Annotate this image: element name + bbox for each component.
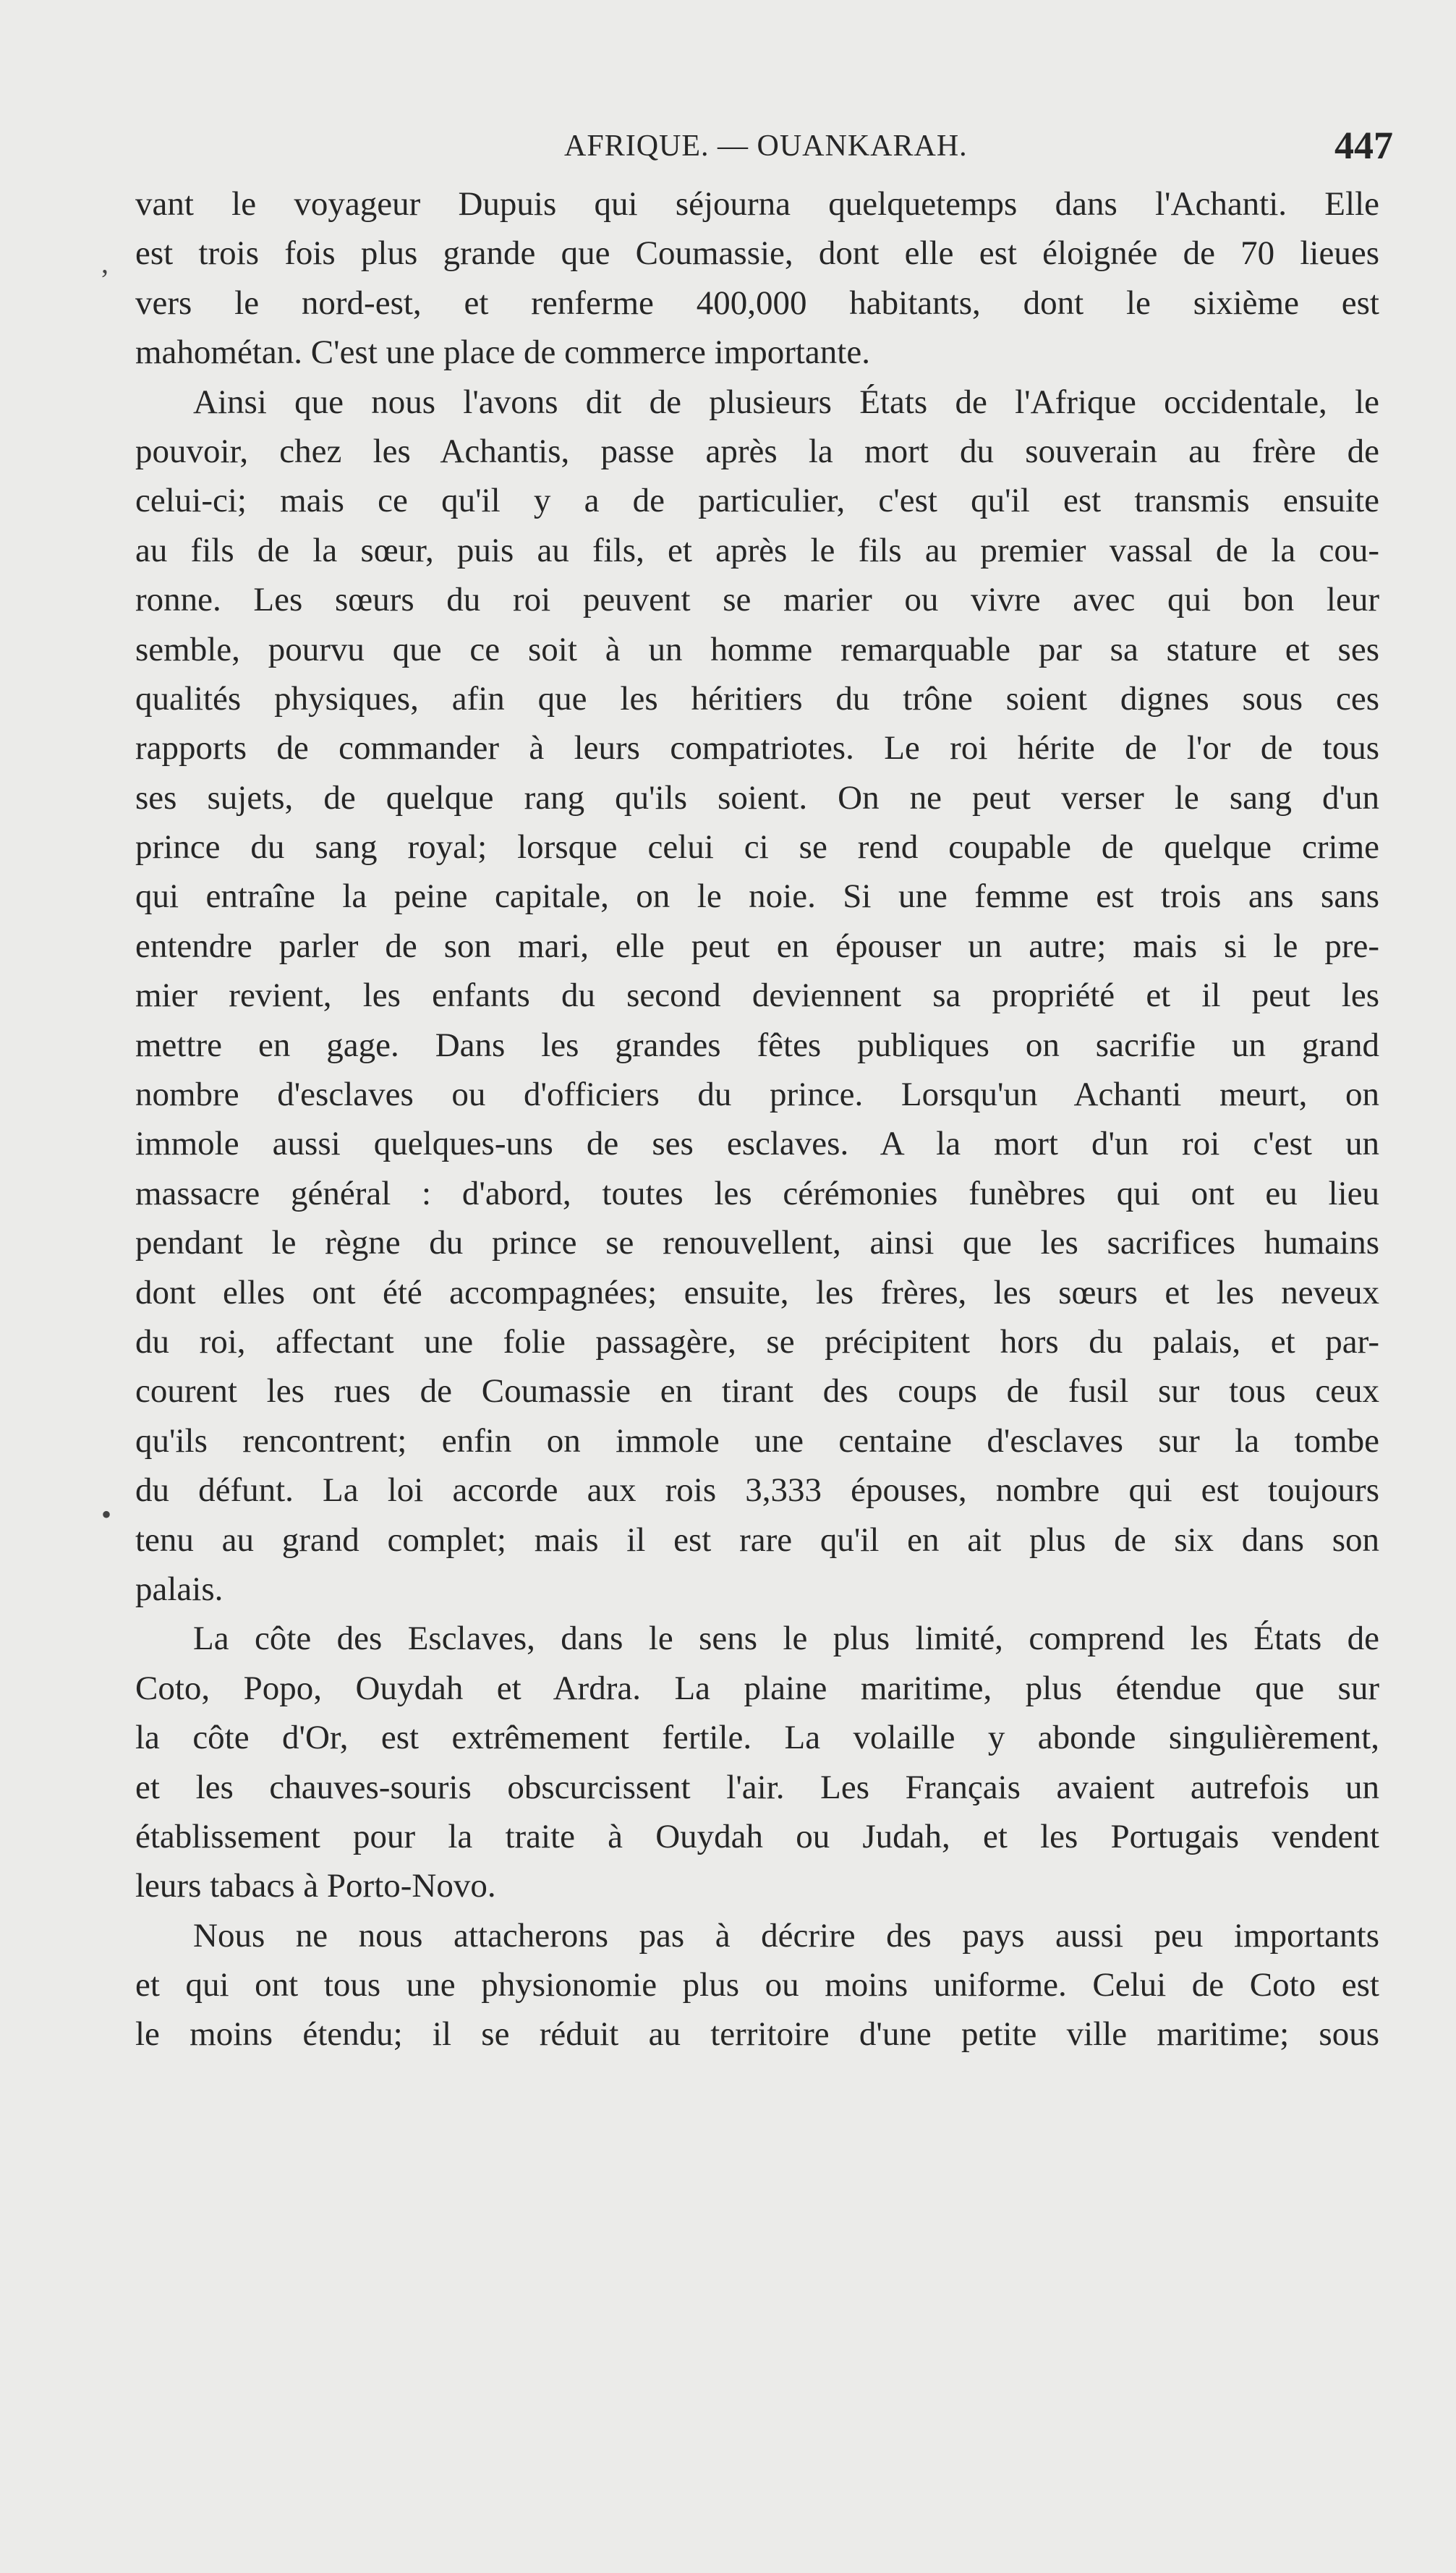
text-line: établissement pour la traite à Ouydah ou Judah, et les Portugais vendent <box>135 1817 1379 1855</box>
text-line: Coto, Popo, Ouydah et Ardra. La plaine maritime, plus étendue que sur <box>135 1669 1379 1707</box>
text-line: le moins étendu; il se réduit au territoire d'une petite ville maritime; sous <box>135 2015 1379 2054</box>
text-line: qui entraîne la peine capitale, on le noie. Si une femme est trois ans sans <box>135 877 1379 916</box>
text-line: prince du sang royal; lorsque celui ci se rend coupable de quelque crime <box>135 828 1379 867</box>
text-line: au fils de la sœur, puis au fils, et après le fils au premier vassal de la cou- <box>135 531 1379 569</box>
text-line: vers le nord-est, et renferme 400,000 habitants, dont le sixième est <box>135 284 1379 322</box>
text-line: est trois fois plus grande que Coumassie, dont elle est éloignée de 70 lieues <box>135 234 1379 273</box>
text-line: immole aussi quelques-uns de ses esclaves. A la mort d'un roi c'est un <box>135 1125 1379 1163</box>
text-line: semble, pourvu que ce soit à un homme remarquable par sa stature et ses <box>135 630 1379 668</box>
text-line: ronne. Les sœurs du roi peuvent se marier ou vivre avec qui bon leur <box>135 581 1379 619</box>
page-number: 447 <box>1334 124 1393 167</box>
text-line: rapports de commander à leurs compatriotes. Le roi hérite de l'or de tous <box>135 729 1379 767</box>
text-line: celui-ci; mais ce qu'il y a de particulier, c'est qu'il est transmis ensuite <box>135 482 1379 520</box>
text-line: qualités physiques, afin que les héritiers du trône soient dignes sous ces <box>135 679 1379 718</box>
text-line: mier revient, les enfants du second deviennent sa propriété et il peut les <box>135 977 1379 1015</box>
text-line: courent les rues de Coumassie en tirant des coups de fusil sur tous ceux <box>135 1372 1379 1411</box>
text-line: dont elles ont été accompagnées; ensuite, les frères, les sœurs et les neveux <box>135 1273 1379 1311</box>
text-line: leurs tabacs à Porto-Novo. <box>135 1867 496 1905</box>
text-line: qu'ils rencontrent; enfin on immole une centaine d'esclaves sur la tombe <box>135 1421 1379 1460</box>
text-line: palais. <box>135 1570 223 1608</box>
running-head <box>0 123 1456 166</box>
text-line: nombre d'esclaves ou d'officiers du prince. Lorsqu'un Achanti meurt, on <box>135 1076 1379 1114</box>
text-line: la côte d'Or, est extrêmement fertile. La volaille y abonde singulièrement, <box>135 1719 1379 1757</box>
text-line: du roi, affectant une folie passagère, se précipitent hors du palais, et par- <box>135 1322 1379 1361</box>
margin-mark: , <box>101 247 108 279</box>
text-line: ses sujets, de quelque rang qu'ils soient. On ne peut verser le sang d'un <box>135 778 1379 817</box>
text-line: massacre général : d'abord, toutes les cérémonies funèbres qui ont eu lieu <box>135 1174 1379 1212</box>
text-line: du défunt. La loi accorde aux rois 3,333 épouses, nombre qui est toujours <box>135 1471 1379 1510</box>
running-title: AFRIQUE. — OUANKARAH. <box>564 129 968 163</box>
text-line: entendre parler de son mari, elle peut en épouser un autre; mais si le pre- <box>135 927 1379 965</box>
text-line: mahométan. C'est une place de commerce importante. <box>135 333 870 372</box>
body-text <box>135 179 1379 2059</box>
paragraph-start-line: Nous ne nous attacherons pas à décrire des pays aussi peu importants <box>193 1916 1379 1955</box>
text-line: et les chauves-souris obscurcissent l'air. Les Français avaient autrefois un <box>135 1768 1379 1806</box>
text-line: et qui ont tous une physionomie plus ou moins uniforme. Celui de Coto est <box>135 1966 1379 2004</box>
text-line: pouvoir, chez les Achantis, passe après la mort du souverain au frère de <box>135 432 1379 470</box>
margin-mark: • <box>101 1498 112 1531</box>
text-line: pendant le règne du prince se renouvellent, ainsi que les sacrifices humains <box>135 1224 1379 1262</box>
text-line: vant le voyageur Dupuis qui séjourna quelquetemps dans l'Achanti. Elle <box>135 185 1379 223</box>
paragraph-start-line: La côte des Esclaves, dans le sens le plus limité, comprend les États de <box>193 1620 1379 1658</box>
text-line: mettre en gage. Dans les grandes fêtes publiques on sacrifie un grand <box>135 1026 1379 1064</box>
paragraph-start-line: Ainsi que nous l'avons dit de plusieurs États de l'Afrique occidentale, le <box>193 383 1379 421</box>
text-line: tenu au grand complet; mais il est rare qu'il en ait plus de six dans son <box>135 1521 1379 1559</box>
